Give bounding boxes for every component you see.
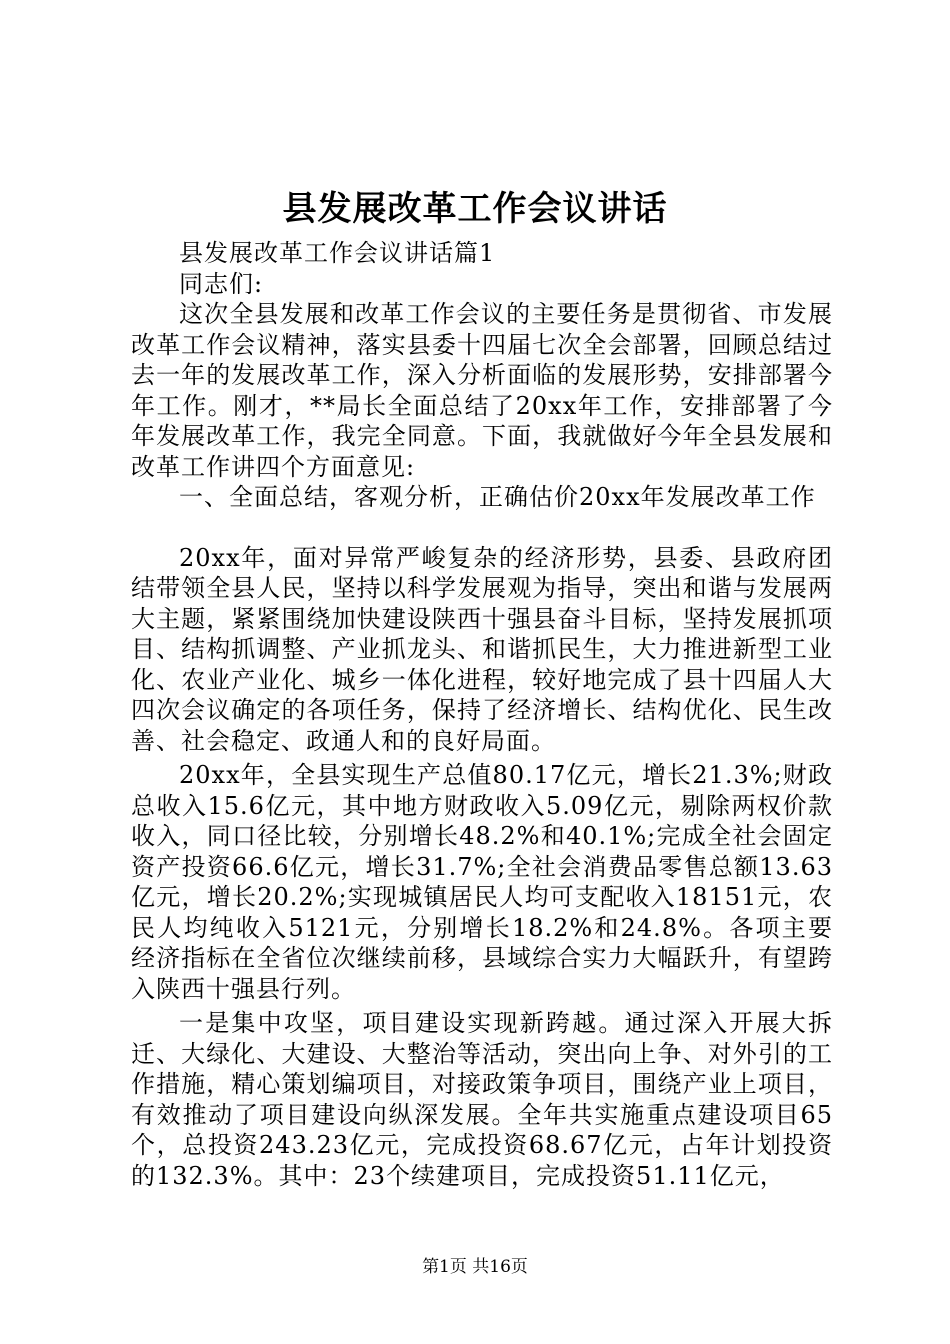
paragraph-projects: 一是集中攻坚，项目建设实现新跨越。通过深入开展大拆迁、大绿化、大建设、大整治等活动，突出向上争、对外引的工作措施，精心策划编项目，对接政策争项目，围绕产业上项目，有效推动了项目建设向纵深发展。全年共实施重点建设项目65个，总投资243.23亿元，完成投资68.67亿元，占年计划投资的132.3%。其中：23个续建项目，完成投资51.11亿元， [131,1009,833,1190]
paragraph-intro: 这次全县发展和改革工作会议的主要任务是贯彻省、市发展改革工作会议精神，落实县委十四届七次全会部署，回顾总结过去一年的发展改革工作，深入分析面临的发展形势，安排部署今年工作。刚才，**局长全面总结了20xx年工作，安排部署了今年发展改革工作，我完全同意。下面，我就做好今年全县发展和改革工作讲四个方面意见: [131,300,833,481]
document-body [131,238,833,1191]
page-footer: 第1页 共16页 [422,1257,528,1277]
paragraph-overview: 20xx年，面对异常严峻复杂的经济形势，县委、县政府团结带领全县人民，坚持以科学发展观为指导，突出和谐与发展两大主题，紧紧围绕加快建设陕西十强县奋斗目标，坚持发展抓项目、结构抓调整、产业抓龙头、和谐抓民生，大力推进新型工业化、农业产业化、城乡一体化进程，较好地完成了县十四届人大四次会议确定的各项任务，保持了经济增长、结构优化、民生改善、社会稳定、政通人和的良好局面。 [131,543,833,755]
paragraph-statistics: 20xx年，全县实现生产总值80.17亿元，增长21.3%;财政总收入15.6亿元，其中地方财政收入5.09亿元，剔除两权价款收入，同口径比较，分别增长48.2%和40.1%;完成全社会固定资产投资66.6亿元，增长31.7%;全社会消费品零售总额13.63亿元，增长20.2%;实现城镇居民人均可支配收入18151元，农民人均纯收入5121元，分别增长18.2%和24.8%。各项主要经济指标在全省位次继续前移，县域综合实力大幅跃升，有望跨入陕西十强县行列。 [131,761,833,1003]
document-title: 县发展改革工作会议讲话 [282,189,668,229]
section-heading: 县发展改革工作会议讲话篇1 [179,239,496,267]
salutation: 同志们: [179,269,264,298]
section-heading-one: 一、全面总结，客观分析，正确估价20xx年发展改革工作 [179,483,816,511]
